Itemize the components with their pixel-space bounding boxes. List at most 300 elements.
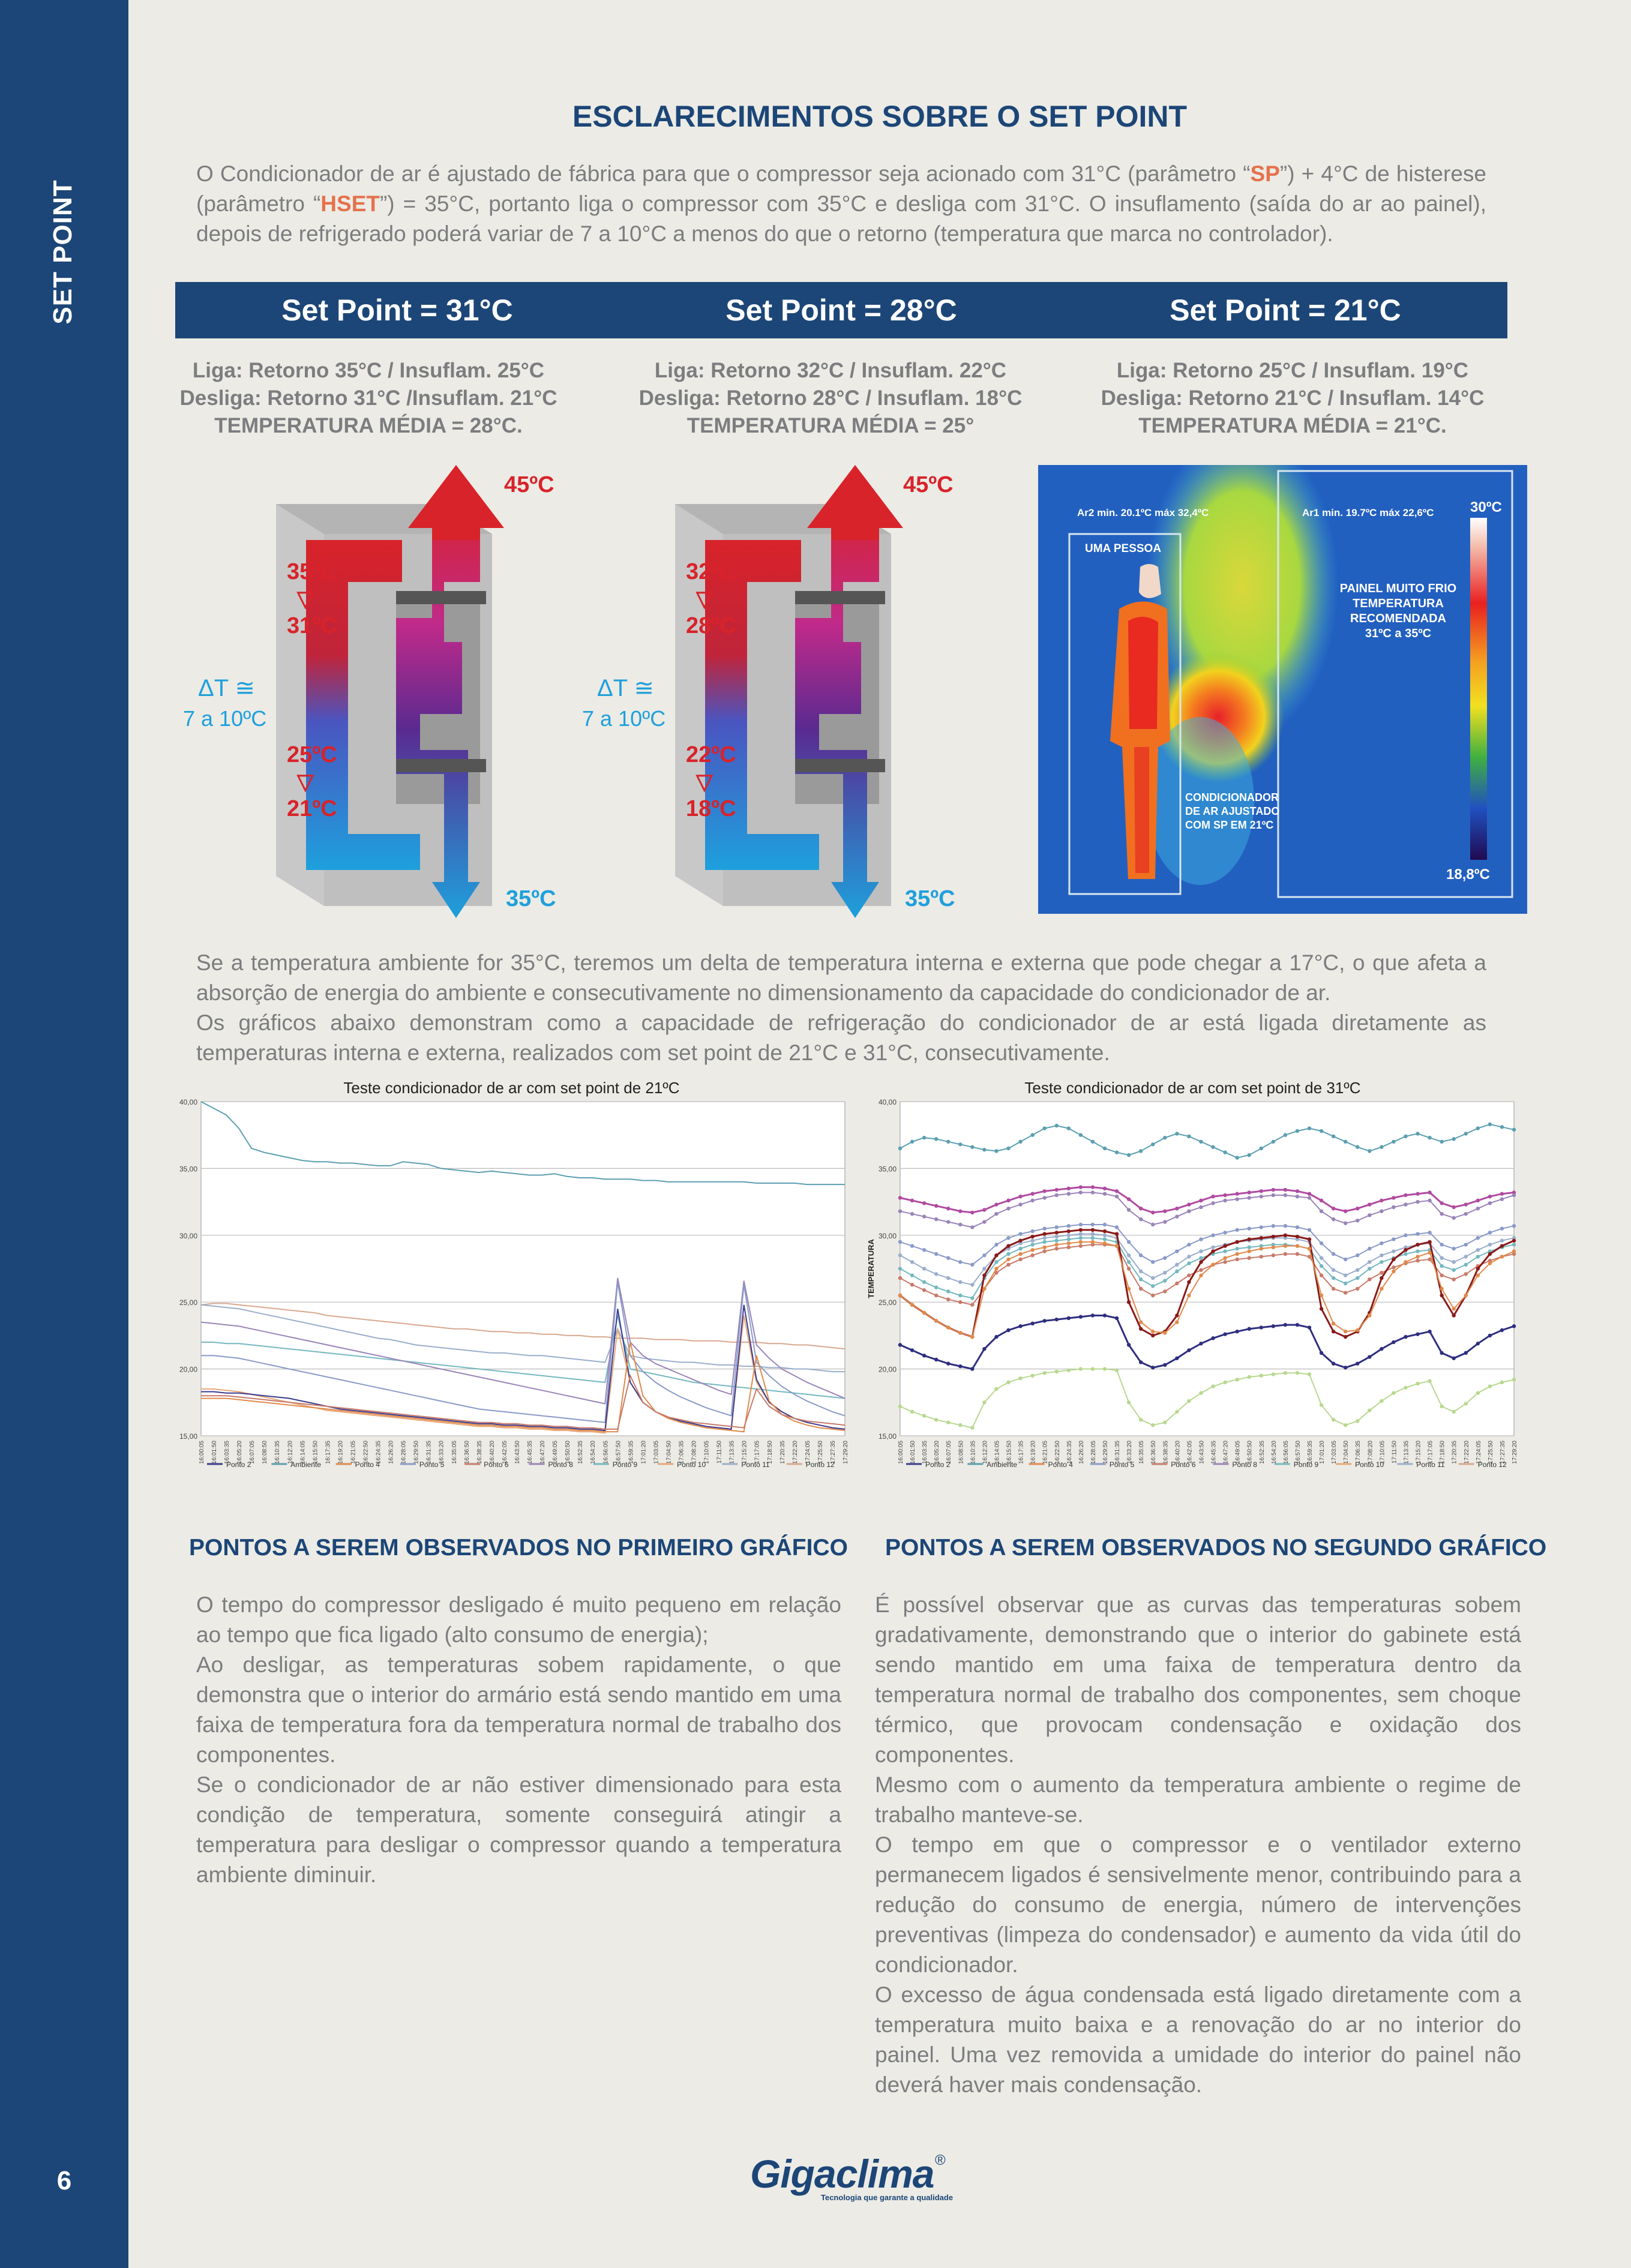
data-point (1512, 1193, 1516, 1197)
legend-entry: Ponto 2 (925, 1460, 951, 1469)
x-tick-label: 16:00:05 (898, 1441, 904, 1464)
x-tick-label: 16:17:35 (325, 1441, 332, 1464)
data-point (970, 1367, 974, 1370)
data-point (1452, 1357, 1456, 1360)
data-point (1488, 1384, 1492, 1388)
data-point (1272, 1324, 1275, 1328)
data-point (1151, 1294, 1155, 1297)
data-point (910, 1244, 914, 1247)
y-tick-label: 15,00 (878, 1432, 897, 1441)
data-point (1488, 1243, 1492, 1246)
data-point (1248, 1375, 1251, 1379)
data-point (1488, 1252, 1492, 1256)
data-point (898, 1294, 902, 1297)
data-point (970, 1303, 974, 1306)
data-point (1043, 1232, 1047, 1235)
data-point (1344, 1282, 1347, 1285)
data-point (1103, 1223, 1107, 1226)
data-point (1344, 1273, 1347, 1277)
data-point (1006, 1252, 1010, 1256)
data-point (1079, 1367, 1083, 1370)
x-tick-label: 16:42:05 (501, 1441, 508, 1464)
data-point (1332, 1217, 1335, 1221)
data-point (1404, 1135, 1407, 1138)
chart-setpoint-31 (864, 1079, 1521, 1499)
x-tick-label: 17:29:20 (1512, 1441, 1518, 1464)
data-point (1187, 1294, 1191, 1297)
svg-text:TEMPERATURA: TEMPERATURA (1353, 597, 1444, 610)
data-point (1500, 1328, 1504, 1332)
data-point (1091, 1313, 1095, 1317)
data-point (1368, 1247, 1371, 1250)
data-point (1091, 1190, 1095, 1194)
x-tick-label: 17:13:35 (1403, 1441, 1410, 1464)
data-point (1115, 1195, 1119, 1198)
data-point (1127, 1153, 1131, 1157)
data-point (1320, 1199, 1323, 1202)
diagram-bottom-temp: 35ºC (905, 886, 955, 911)
thermal-ar1-label: Ar1 min. 19.7ºC máx 22,6ºC (1302, 507, 1434, 518)
data-point (1284, 1323, 1287, 1327)
data-point (1368, 1313, 1371, 1317)
data-point (1006, 1199, 1010, 1202)
y-tick-label: 35,00 (179, 1165, 197, 1174)
sidebar-title: SET POINT (48, 179, 77, 325)
legend-entry: Ponto 11 (741, 1460, 770, 1469)
data-point (1416, 1200, 1419, 1204)
x-tick-label: 16:24:35 (1066, 1441, 1073, 1464)
data-point (1018, 1376, 1022, 1380)
data-point (1006, 1381, 1010, 1384)
data-point (1392, 1237, 1395, 1241)
setpoint-28-title: Set Point = 28°C (725, 293, 957, 327)
x-tick-label: 16:31:35 (425, 1441, 433, 1464)
data-point (1248, 1327, 1251, 1331)
x-tick-label: 17:10:05 (703, 1441, 710, 1464)
data-point (1103, 1192, 1107, 1196)
x-tick-label: 16:21:05 (350, 1441, 357, 1464)
data-point (922, 1354, 926, 1357)
data-point (1043, 1319, 1047, 1322)
x-tick-label: 16:35:05 (451, 1441, 458, 1464)
data-point (1248, 1246, 1251, 1249)
svg-text:DE AR AJUSTADO: DE AR AJUSTADO (1185, 805, 1280, 817)
x-tick-label: 16:12:20 (287, 1441, 294, 1464)
data-point (1235, 1197, 1239, 1201)
data-point (1308, 1372, 1311, 1376)
data-point (1223, 1249, 1227, 1253)
data-point (1127, 1267, 1131, 1270)
x-tick-label: 16:54:20 (590, 1441, 597, 1464)
svg-text:COM SP EM 21ºC: COM SP EM 21ºC (1185, 819, 1274, 831)
x-tick-label: 16:01:50 (910, 1441, 917, 1464)
data-point (1440, 1273, 1443, 1277)
data-point (910, 1260, 914, 1264)
data-point (1163, 1421, 1167, 1424)
data-point (1139, 1327, 1143, 1331)
data-point (994, 1387, 998, 1391)
legend-entry: Ambiente (987, 1460, 1018, 1469)
data-point (1440, 1243, 1443, 1246)
data-point (1344, 1423, 1347, 1427)
data-point (1296, 1371, 1299, 1375)
data-point (1428, 1240, 1431, 1244)
data-point (1163, 1256, 1167, 1259)
data-point (1368, 1408, 1371, 1412)
data-point (946, 1220, 950, 1223)
data-point (1175, 1270, 1179, 1273)
intro-paragraph: O Condicionador de ar é ajustado de fábrica para que o compressor seja acionado com 31°C (parâmetro “SP”) + 4°C de histerese (parâmetro “HSET”) = 35°C, portanto liga o compressor com 35°C e desliga com 31°C. O insuflamento (saída do ar ao painel), depois de refrigerado poderá variar de 7 a 10°C a menos do que o retorno (temperatura que marca no controlador). (196, 161, 1486, 246)
data-point (1488, 1261, 1492, 1265)
legend-entry: Ponto 11 (1416, 1460, 1445, 1469)
data-point (1103, 1234, 1107, 1237)
data-point (1103, 1367, 1107, 1370)
thermal-camera-image (1038, 465, 1527, 914)
delta-t-label: ΔT ≅ (597, 675, 655, 701)
data-point (1091, 1223, 1095, 1226)
data-point (1018, 1252, 1022, 1256)
data-point (934, 1272, 938, 1276)
x-tick-label: 17:20:35 (1451, 1441, 1458, 1464)
legend-entry: Ponto 2 (226, 1460, 251, 1469)
y-tick-label: 30,00 (179, 1231, 197, 1240)
legend-entry: Ponto 10 (1355, 1460, 1384, 1469)
data-point (1187, 1399, 1191, 1403)
data-point (1368, 1149, 1371, 1153)
data-point (898, 1267, 902, 1270)
data-point (1380, 1287, 1383, 1291)
data-point (1199, 1268, 1203, 1272)
chart-setpoint-21 (171, 1079, 852, 1499)
data-point (1284, 1371, 1287, 1375)
x-tick-label: 16:50:50 (565, 1441, 572, 1464)
data-point (1380, 1209, 1383, 1213)
data-point (922, 1201, 926, 1205)
data-point (982, 1287, 986, 1291)
data-point (1199, 1237, 1203, 1241)
y-tick-label: 25,00 (878, 1298, 897, 1307)
data-point (922, 1267, 926, 1270)
diagram-bottom-temp: 35ºC (506, 886, 556, 911)
data-point (1127, 1400, 1131, 1404)
data-point (994, 1212, 998, 1216)
data-point (1043, 1196, 1047, 1199)
data-point (1320, 1294, 1323, 1297)
data-point (970, 1426, 974, 1429)
chart-title: Teste condicionador de ar com set point de 21ºC (343, 1079, 680, 1097)
data-point (982, 1273, 986, 1277)
data-point (1392, 1340, 1395, 1344)
x-tick-label: 16:28:05 (400, 1441, 407, 1464)
data-point (1416, 1382, 1419, 1385)
setpoint-31-info: Liga: Retorno 35°C / Insuflam. 25°C Desliga: Retorno 31°C /Insuflam. 21°C TEMPERATURA MÉDIA = 28°C. (179, 359, 557, 437)
airflow-diagram-31 (168, 462, 576, 930)
data-point (1211, 1195, 1215, 1198)
data-point (1163, 1271, 1167, 1274)
x-tick-label: 17:29:20 (843, 1441, 849, 1464)
data-point (1452, 1307, 1456, 1310)
page-number: 6 (56, 2166, 72, 2195)
x-tick-label: 16:43:50 (514, 1441, 521, 1464)
data-point (1199, 1256, 1203, 1259)
data-point (1416, 1255, 1419, 1258)
data-point (1464, 1202, 1468, 1206)
data-point (1079, 1185, 1083, 1189)
data-point (1018, 1140, 1022, 1144)
data-point (1187, 1255, 1191, 1258)
data-point (1211, 1145, 1215, 1149)
chart-title: Teste condicionador de ar com set point de 31ºC (1024, 1079, 1361, 1097)
data-point (1127, 1197, 1131, 1201)
data-point (1139, 1217, 1143, 1221)
data-point (1404, 1202, 1407, 1206)
data-point (1308, 1192, 1311, 1196)
x-tick-label: 16:05:20 (236, 1441, 244, 1464)
data-point (1428, 1379, 1431, 1382)
data-point (1030, 1374, 1034, 1378)
data-point (1163, 1363, 1167, 1367)
x-tick-label: 17:13:35 (728, 1441, 736, 1464)
data-point (1127, 1287, 1131, 1291)
data-point (1055, 1235, 1059, 1238)
x-tick-label: 16:03:35 (922, 1441, 929, 1464)
x-tick-label: 17:27:35 (1499, 1441, 1506, 1464)
return-on-temp: 35ºC (287, 559, 337, 584)
data-point (1368, 1260, 1371, 1264)
data-point (1175, 1132, 1179, 1135)
data-point (1380, 1271, 1383, 1274)
data-point (1308, 1126, 1311, 1130)
data-point (1332, 1135, 1335, 1138)
data-point (1464, 1294, 1468, 1297)
down-arrow-icon: ▽ (297, 586, 314, 611)
data-point (1476, 1236, 1480, 1240)
data-point (1248, 1196, 1251, 1199)
data-point (1272, 1193, 1275, 1197)
data-point (1380, 1145, 1383, 1149)
data-point (1163, 1279, 1167, 1282)
data-point (1067, 1187, 1071, 1190)
data-point (1452, 1260, 1456, 1264)
data-point (1139, 1320, 1143, 1324)
data-point (1488, 1231, 1492, 1234)
data-point (1500, 1239, 1504, 1243)
data-point (1043, 1226, 1047, 1230)
data-point (1320, 1209, 1323, 1213)
data-point (1043, 1236, 1047, 1240)
y-tick-label: 25,00 (179, 1298, 197, 1307)
data-point (1235, 1240, 1239, 1244)
data-point (1151, 1366, 1155, 1369)
data-point (1151, 1260, 1155, 1264)
x-tick-label: 16:56:05 (1282, 1441, 1290, 1464)
data-point (1260, 1147, 1263, 1150)
data-point (1127, 1240, 1131, 1244)
x-tick-label: 16:24:35 (375, 1441, 382, 1464)
data-point (982, 1148, 986, 1151)
data-point (1272, 1372, 1275, 1376)
data-point (1416, 1243, 1419, 1246)
data-point (1332, 1252, 1335, 1256)
data-point (1199, 1260, 1203, 1264)
x-tick-label: 16:07:05 (249, 1441, 256, 1464)
data-point (1440, 1212, 1443, 1216)
data-point (1235, 1156, 1239, 1159)
data-point (1260, 1225, 1263, 1229)
data-point (1223, 1332, 1227, 1336)
data-point (1103, 1229, 1107, 1233)
data-point (1006, 1207, 1010, 1210)
x-tick-label: 17:15:20 (741, 1441, 748, 1464)
x-tick-label: 16:28:05 (1090, 1441, 1097, 1464)
data-point (1416, 1332, 1419, 1336)
data-point (1380, 1347, 1383, 1351)
data-point (1079, 1223, 1083, 1226)
delta-t-range: 7 a 10ºC (183, 706, 267, 731)
data-point (1488, 1123, 1492, 1126)
data-point (1175, 1410, 1179, 1414)
diagram-top-temp: 45ºC (903, 472, 954, 497)
data-point (1211, 1201, 1215, 1205)
x-tick-label: 16:15:50 (1006, 1441, 1013, 1464)
x-tick-label: 16:45:35 (1210, 1441, 1218, 1464)
data-point (958, 1294, 962, 1297)
data-point (1428, 1190, 1431, 1194)
data-point (1187, 1348, 1191, 1352)
data-point (1151, 1276, 1155, 1280)
data-point (1428, 1136, 1431, 1139)
data-point (1356, 1287, 1359, 1291)
data-point (1320, 1351, 1323, 1355)
data-point (1332, 1330, 1335, 1333)
data-point (1260, 1325, 1263, 1329)
chart-plot (864, 1079, 1521, 1499)
x-tick-label: 16:54:20 (1270, 1441, 1278, 1464)
data-point (1476, 1391, 1480, 1395)
data-point (1151, 1284, 1155, 1288)
data-point (1235, 1252, 1239, 1256)
data-point (1464, 1272, 1468, 1276)
legend-entry: Ponto 6 (484, 1460, 509, 1469)
x-tick-label: 16:26:20 (388, 1441, 395, 1464)
data-point (994, 1253, 998, 1257)
down-arrow-icon: ▽ (297, 769, 314, 794)
data-point (1248, 1190, 1251, 1194)
data-point (1512, 1324, 1516, 1328)
data-point (1344, 1140, 1347, 1144)
data-point (958, 1209, 962, 1213)
data-point (1356, 1276, 1359, 1280)
return-off-temp: 28ºC (686, 613, 736, 638)
data-point (1043, 1240, 1047, 1244)
data-point (1199, 1140, 1203, 1144)
data-point (1139, 1287, 1143, 1291)
data-point (1404, 1252, 1407, 1256)
x-tick-label: 16:40:20 (488, 1441, 496, 1464)
data-point (1500, 1244, 1504, 1247)
data-point (1260, 1236, 1263, 1240)
data-point (946, 1289, 950, 1293)
data-point (1043, 1126, 1047, 1130)
svg-text:RECOMENDADA: RECOMENDADA (1350, 612, 1446, 625)
hset-parameter: HSET (320, 191, 380, 216)
x-tick-label: 17:18:50 (1439, 1441, 1446, 1464)
data-point (1344, 1291, 1347, 1294)
data-point (1091, 1240, 1095, 1244)
data-point (994, 1260, 998, 1264)
data-point (1163, 1289, 1167, 1293)
airflow-diagram-28 (567, 462, 975, 930)
x-tick-label: 16:05:20 (934, 1441, 941, 1464)
data-point (994, 1335, 998, 1339)
data-point (1030, 1199, 1034, 1202)
logo-wordmark: Gigaclima (750, 2152, 934, 2196)
data-point (1356, 1253, 1359, 1257)
x-tick-label: 16:07:05 (946, 1441, 953, 1464)
diagram-top-temp: 45ºC (504, 472, 554, 497)
data-point (1067, 1241, 1071, 1245)
x-tick-label: 16:40:20 (1174, 1441, 1182, 1464)
data-point (1464, 1263, 1468, 1267)
data-point (1344, 1366, 1347, 1369)
data-point (934, 1137, 938, 1141)
x-tick-label: 16:47:20 (539, 1441, 547, 1464)
data-point (982, 1347, 986, 1351)
x-tick-label: 16:31:35 (1114, 1441, 1122, 1464)
data-point (1404, 1193, 1407, 1197)
data-point (982, 1400, 986, 1404)
data-point (946, 1298, 950, 1301)
registered-mark: ® (935, 2152, 946, 2168)
data-point (1223, 1193, 1227, 1197)
x-tick-label: 17:25:50 (1487, 1441, 1494, 1464)
data-point (934, 1285, 938, 1289)
data-point (1115, 1150, 1119, 1154)
data-point (898, 1240, 902, 1244)
data-point (922, 1248, 926, 1252)
legend-entry: Ponto 12 (1477, 1460, 1507, 1469)
data-point (1452, 1216, 1456, 1220)
legend-entry: Ponto 9 (1293, 1460, 1319, 1469)
data-point (1187, 1261, 1191, 1265)
data-point (1091, 1185, 1095, 1189)
x-tick-label: 16:26:20 (1078, 1441, 1085, 1464)
data-point (1368, 1277, 1371, 1281)
data-point (898, 1209, 902, 1213)
data-point (958, 1331, 962, 1334)
x-tick-label: 16:19:20 (1030, 1441, 1037, 1464)
data-point (1030, 1243, 1034, 1246)
data-point (1380, 1241, 1383, 1245)
data-point (958, 1223, 962, 1226)
data-point (958, 1364, 962, 1368)
data-point (1476, 1207, 1480, 1210)
svg-text:31ºC a 35ºC: 31ºC a 35ºC (1365, 627, 1432, 640)
gigaclima-logo (750, 2151, 954, 2205)
data-point (1296, 1129, 1299, 1133)
down-arrow-icon: ▽ (696, 586, 713, 611)
data-point (1151, 1223, 1155, 1226)
legend-entry: Ponto 10 (677, 1460, 706, 1469)
data-point (1464, 1351, 1468, 1355)
data-point (1440, 1264, 1443, 1268)
data-point (1223, 1244, 1227, 1247)
data-point (1175, 1357, 1179, 1360)
data-point (1452, 1277, 1456, 1281)
y-tick-label: 35,00 (878, 1165, 897, 1174)
data-point (1260, 1247, 1263, 1250)
data-point (946, 1361, 950, 1365)
